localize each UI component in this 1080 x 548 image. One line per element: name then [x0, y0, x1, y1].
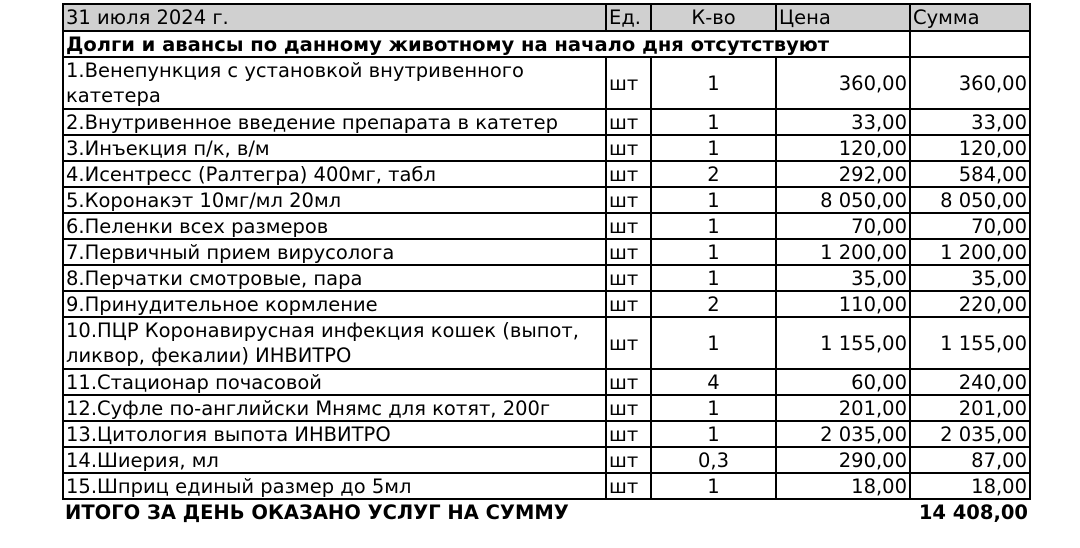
table-row — [63, 265, 1030, 291]
item-qty: 1 — [651, 213, 776, 239]
item-sum: 1 155,00 — [910, 317, 1030, 369]
item-unit: шт — [606, 265, 651, 291]
item-name: 3.Инъекция п/к, в/м — [63, 135, 606, 161]
item-sum: 1 200,00 — [910, 239, 1030, 265]
item-unit: шт — [606, 135, 651, 161]
note-row — [63, 31, 1030, 57]
item-qty: 4 — [651, 369, 776, 395]
item-price: 18,00 — [776, 473, 910, 499]
item-qty: 1 — [651, 421, 776, 447]
item-unit: шт — [606, 369, 651, 395]
item-unit: шт — [606, 239, 651, 265]
table-row — [63, 161, 1030, 187]
item-price: 120,00 — [776, 135, 910, 161]
item-price: 1 200,00 — [776, 239, 910, 265]
item-sum: 220,00 — [910, 291, 1030, 317]
table-row — [63, 421, 1030, 447]
item-unit: шт — [606, 213, 651, 239]
item-price: 360,00 — [776, 57, 910, 109]
item-price: 292,00 — [776, 161, 910, 187]
item-name: 13.Цитология выпота ИНВИТРО — [63, 421, 606, 447]
header-row — [63, 4, 1030, 31]
item-qty: 0,3 — [651, 447, 776, 473]
item-name: 6.Пеленки всех размеров — [63, 213, 606, 239]
item-qty: 1 — [651, 109, 776, 135]
table-row — [63, 369, 1030, 395]
table-row — [63, 447, 1030, 473]
item-name: 2.Внутривенное введение препарата в катетер — [63, 109, 606, 135]
item-sum: 240,00 — [910, 369, 1030, 395]
item-sum: 35,00 — [910, 265, 1030, 291]
item-unit: шт — [606, 109, 651, 135]
note-empty-cell — [910, 31, 1030, 57]
item-price: 70,00 — [776, 213, 910, 239]
item-price: 33,00 — [776, 109, 910, 135]
header-qty: К-во — [651, 4, 776, 31]
item-sum: 87,00 — [910, 447, 1030, 473]
item-qty: 1 — [651, 135, 776, 161]
table-row — [63, 135, 1030, 161]
header-date: 31 июля 2024 г. — [63, 4, 606, 31]
item-unit: шт — [606, 57, 651, 109]
item-name: 8.Перчатки смотровые, пара — [63, 265, 606, 291]
item-sum: 120,00 — [910, 135, 1030, 161]
item-sum: 33,00 — [910, 109, 1030, 135]
item-sum: 18,00 — [910, 473, 1030, 499]
table-row — [63, 395, 1030, 421]
item-unit: шт — [606, 187, 651, 213]
item-name: 14.Шиерия, мл — [63, 447, 606, 473]
invoice-table — [62, 3, 1031, 524]
item-qty: 1 — [651, 239, 776, 265]
item-sum: 584,00 — [910, 161, 1030, 187]
total-label: ИТОГО ЗА ДЕНЬ ОКАЗАНО УСЛУГ НА СУММУ — [65, 500, 569, 524]
debt-note: Долги и авансы по данному животному на начало дня отсутствуют — [63, 31, 910, 57]
table-row — [63, 57, 1030, 109]
item-price: 35,00 — [776, 265, 910, 291]
item-sum: 2 035,00 — [910, 421, 1030, 447]
item-name: 11.Стационар почасовой — [63, 369, 606, 395]
item-price: 110,00 — [776, 291, 910, 317]
item-sum: 70,00 — [910, 213, 1030, 239]
total-row — [63, 499, 1030, 524]
table-row — [63, 291, 1030, 317]
header-price: Цена — [776, 4, 910, 31]
item-unit: шт — [606, 395, 651, 421]
item-unit: шт — [606, 473, 651, 499]
item-qty: 1 — [651, 265, 776, 291]
item-sum: 201,00 — [910, 395, 1030, 421]
item-price: 290,00 — [776, 447, 910, 473]
item-name: 5.Коронакэт 10мг/мл 20мл — [63, 187, 606, 213]
item-name: 12.Суфле по-английски Мнямс для котят, 200г — [63, 395, 606, 421]
item-qty: 1 — [651, 187, 776, 213]
header-sum: Сумма — [910, 4, 1030, 31]
item-name: 4.Исентресс (Ралтегра) 400мг, табл — [63, 161, 606, 187]
item-qty: 2 — [651, 161, 776, 187]
table-row — [63, 239, 1030, 265]
item-unit: шт — [606, 447, 651, 473]
item-name: 1.Венепункция с установкой внутривенного катетера — [63, 57, 606, 109]
item-price: 201,00 — [776, 395, 910, 421]
table-row — [63, 213, 1030, 239]
item-price: 2 035,00 — [776, 421, 910, 447]
item-name: 15.Шприц единый размер до 5мл — [63, 473, 606, 499]
item-unit: шт — [606, 421, 651, 447]
table-row — [63, 473, 1030, 499]
table-row — [63, 109, 1030, 135]
table-row — [63, 187, 1030, 213]
item-price: 1 155,00 — [776, 317, 910, 369]
item-price: 60,00 — [776, 369, 910, 395]
total-value: 14 408,00 — [918, 500, 1028, 524]
table-row — [63, 317, 1030, 369]
item-qty: 1 — [651, 57, 776, 109]
item-qty: 1 — [651, 395, 776, 421]
header-unit: Ед. — [606, 4, 651, 31]
item-unit: шт — [606, 317, 651, 369]
item-qty: 1 — [651, 317, 776, 369]
item-qty: 2 — [651, 291, 776, 317]
item-sum: 360,00 — [910, 57, 1030, 109]
item-unit: шт — [606, 161, 651, 187]
item-name: 10.ПЦР Коронавирусная инфекция кошек (выпот, ликвор, фекалии) ИНВИТРО — [63, 317, 606, 369]
item-name: 9.Принудительное кормление — [63, 291, 606, 317]
item-unit: шт — [606, 291, 651, 317]
item-name: 7.Первичный прием вирусолога — [63, 239, 606, 265]
item-price: 8 050,00 — [776, 187, 910, 213]
item-sum: 8 050,00 — [910, 187, 1030, 213]
item-qty: 1 — [651, 473, 776, 499]
